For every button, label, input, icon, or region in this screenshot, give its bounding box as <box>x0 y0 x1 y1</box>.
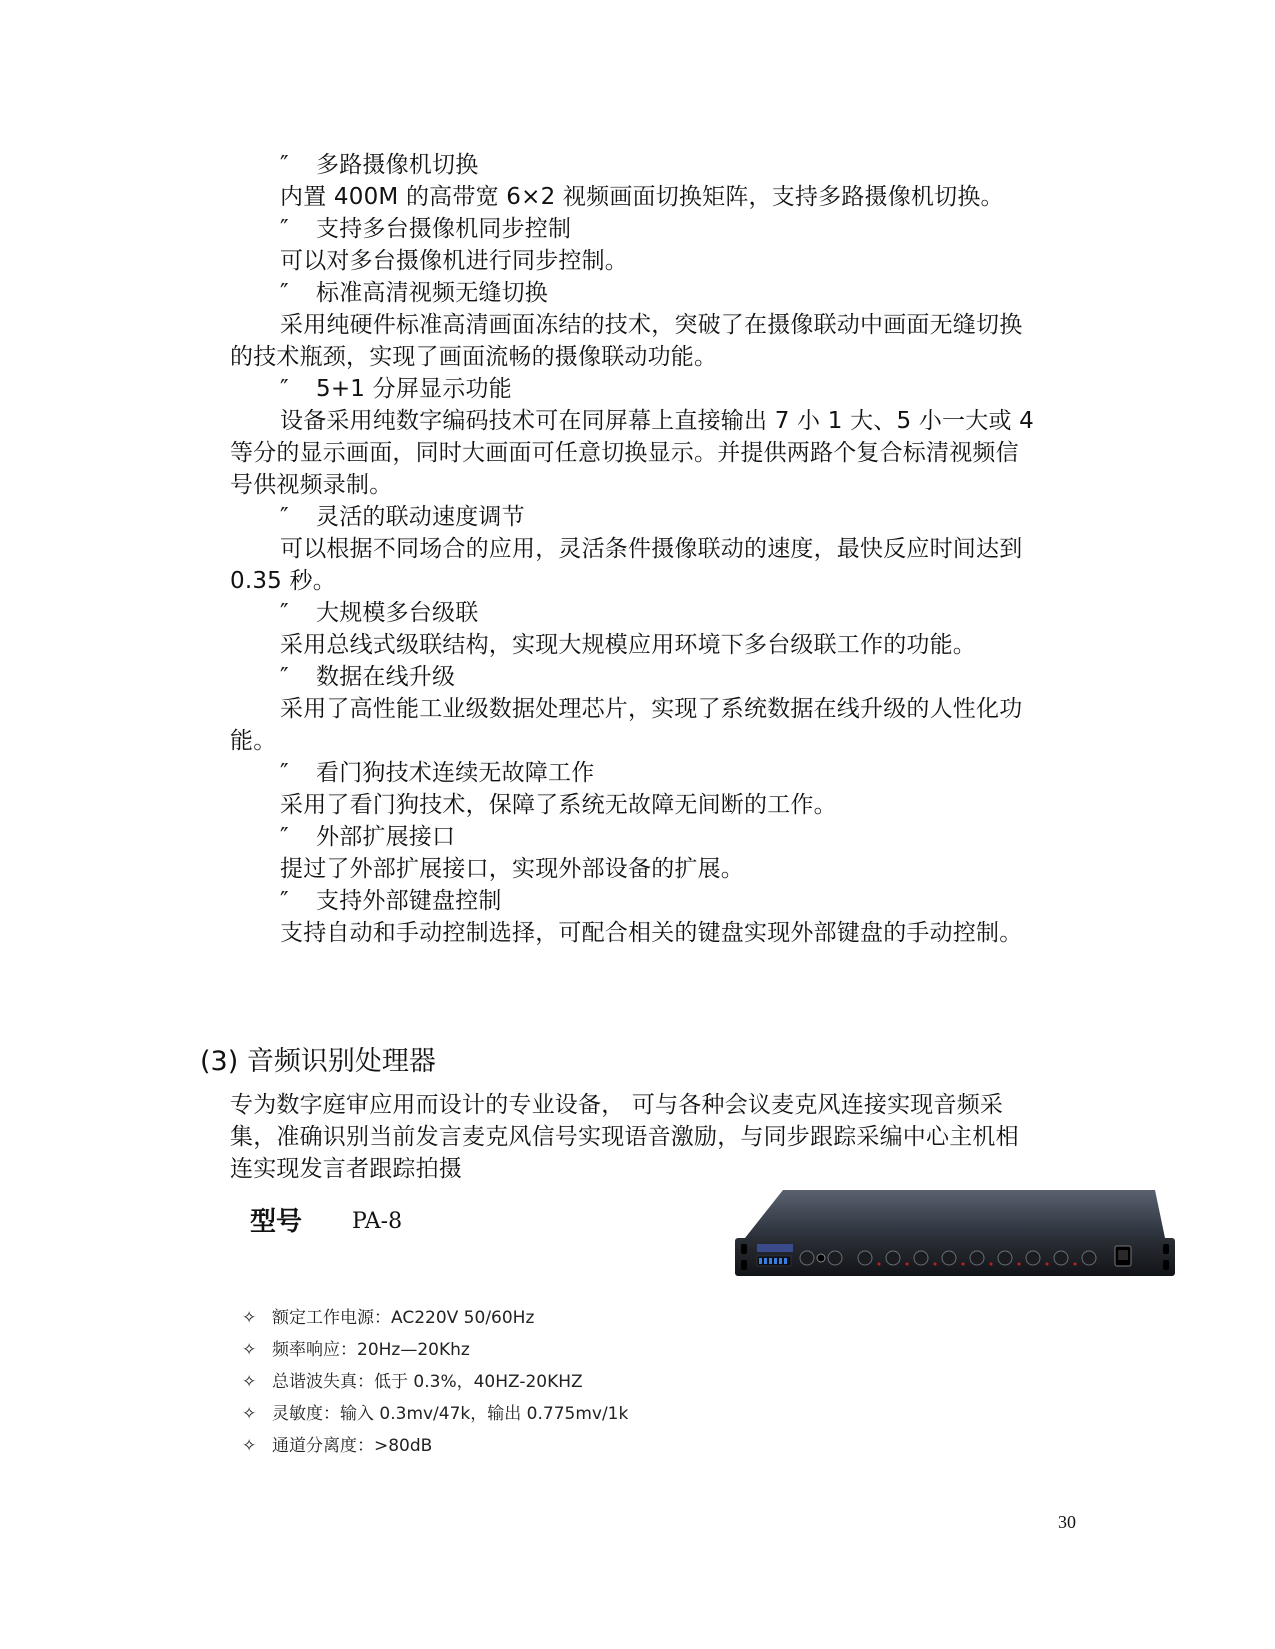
feature-mark: ″ <box>280 152 289 178</box>
feature-title <box>280 598 478 629</box>
feature-mark: ″ <box>280 504 289 530</box>
spec-text: 总谐波失真：低于 0.3%，40HZ-20KHZ <box>272 1372 583 1392</box>
spec-text: 通道分离度：>80dB <box>272 1436 433 1456</box>
feature-description-line: 等分的显示画面，同时大画面可任意切换显示。并提供两路个复合标清视频信 <box>230 440 1019 466</box>
feature-description-line: 采用纯硬件标准高清画面冻结的技术，突破了在摄像联动中画面无缝切换 <box>280 312 1023 338</box>
section-description-line: 连实现发言者跟踪拍摄 <box>230 1156 462 1182</box>
feature-description-line: 可以对多台摄像机进行同步控制。 <box>280 248 628 274</box>
feature-title-text: 看门狗技术连续无故障工作 <box>316 760 595 786</box>
feature-mark: ″ <box>280 664 289 690</box>
diamond-bullet-icon: ✧ <box>242 1372 257 1392</box>
feature-title <box>280 822 455 853</box>
feature-title-text: 灵活的联动速度调节 <box>316 504 525 530</box>
feature-description-line: 支持自动和手动控制选择，可配合相关的键盘实现外部键盘的手动控制。 <box>280 920 1023 946</box>
feature-title <box>280 502 525 533</box>
spec-item <box>242 1338 470 1362</box>
feature-title-text: 大规模多台级联 <box>316 600 479 626</box>
spec-item <box>242 1434 432 1458</box>
diamond-bullet-icon: ✧ <box>242 1404 257 1424</box>
feature-mark: ″ <box>280 280 289 306</box>
section-description-line: 集，准确识别当前发言麦克风信号实现语音激励，与同步跟踪采编中心主机相 <box>230 1124 1019 1150</box>
feature-mark: ″ <box>280 600 289 626</box>
feature-title-text: 外部扩展接口 <box>316 824 456 850</box>
page-number: 30 <box>1058 1512 1076 1532</box>
model-label: 型号 <box>250 1207 303 1237</box>
feature-title <box>280 662 455 693</box>
feature-title <box>280 278 548 309</box>
feature-description-line: 0.35 秒。 <box>230 568 336 594</box>
spec-text: 灵敏度：输入 0.3mv/47k，输出 0.775mv/1k <box>272 1404 629 1424</box>
feature-title-text: 支持多台摄像机同步控制 <box>316 216 572 242</box>
feature-title <box>280 758 594 789</box>
spec-item <box>242 1370 583 1394</box>
diamond-bullet-icon: ✧ <box>242 1308 257 1328</box>
feature-description-line: 可以根据不同场合的应用，灵活条件摄像联动的速度，最快反应时间达到 <box>280 536 1023 562</box>
feature-mark: ″ <box>280 824 289 850</box>
feature-title-text: 标准高清视频无缝切换 <box>316 280 548 306</box>
model-value: PA-8 <box>352 1209 403 1234</box>
feature-title-text: 5+1 分屏显示功能 <box>316 376 512 402</box>
feature-title <box>280 214 571 245</box>
feature-description-line: 设备采用纯数字编码技术可在同屏幕上直接输出 7 小 1 大、5 小一大或 4 <box>280 408 1034 434</box>
device-photo <box>735 1190 1175 1290</box>
feature-description-line: 能。 <box>230 728 277 754</box>
spec-text: 频率响应：20Hz—20Khz <box>272 1340 470 1360</box>
feature-mark: ″ <box>280 760 289 786</box>
section-heading: (3) 音频识别处理器 <box>200 1046 436 1077</box>
feature-title-text: 支持外部键盘控制 <box>316 888 502 914</box>
feature-description-line: 采用了看门狗技术，保障了系统无故障无间断的工作。 <box>280 792 837 818</box>
feature-description-line: 内置 400M 的高带宽 6×2 视频画面切换矩阵，支持多路摄像机切换。 <box>280 184 1004 210</box>
feature-title <box>280 150 478 181</box>
diamond-bullet-icon: ✧ <box>242 1436 257 1456</box>
section-description-line: 专为数字庭审应用而设计的专业设备， 可与各种会议麦克风连接实现音频采 <box>230 1092 1004 1118</box>
feature-mark: ″ <box>280 216 289 242</box>
feature-description-line: 的技术瓶颈，实现了画面流畅的摄像联动功能。 <box>230 344 718 370</box>
feature-description-line: 提过了外部扩展接口，实现外部设备的扩展。 <box>280 856 744 882</box>
feature-description-line: 采用总线式级联结构，实现大规模应用环境下多台级联工作的功能。 <box>280 632 976 658</box>
feature-title-text: 多路摄像机切换 <box>316 152 479 178</box>
feature-description-line: 采用了高性能工业级数据处理芯片，实现了系统数据在线升级的人性化功 <box>280 696 1023 722</box>
spec-text: 额定工作电源：AC220V 50/60Hz <box>272 1308 535 1328</box>
feature-mark: ″ <box>280 888 289 914</box>
feature-title-text: 数据在线升级 <box>316 664 456 690</box>
spec-item <box>242 1306 534 1330</box>
feature-title <box>280 374 512 405</box>
diamond-bullet-icon: ✧ <box>242 1340 257 1360</box>
spec-item <box>242 1402 628 1426</box>
feature-mark: ″ <box>280 376 289 402</box>
feature-description-line: 号供视频录制。 <box>230 472 393 498</box>
feature-title <box>280 886 502 917</box>
